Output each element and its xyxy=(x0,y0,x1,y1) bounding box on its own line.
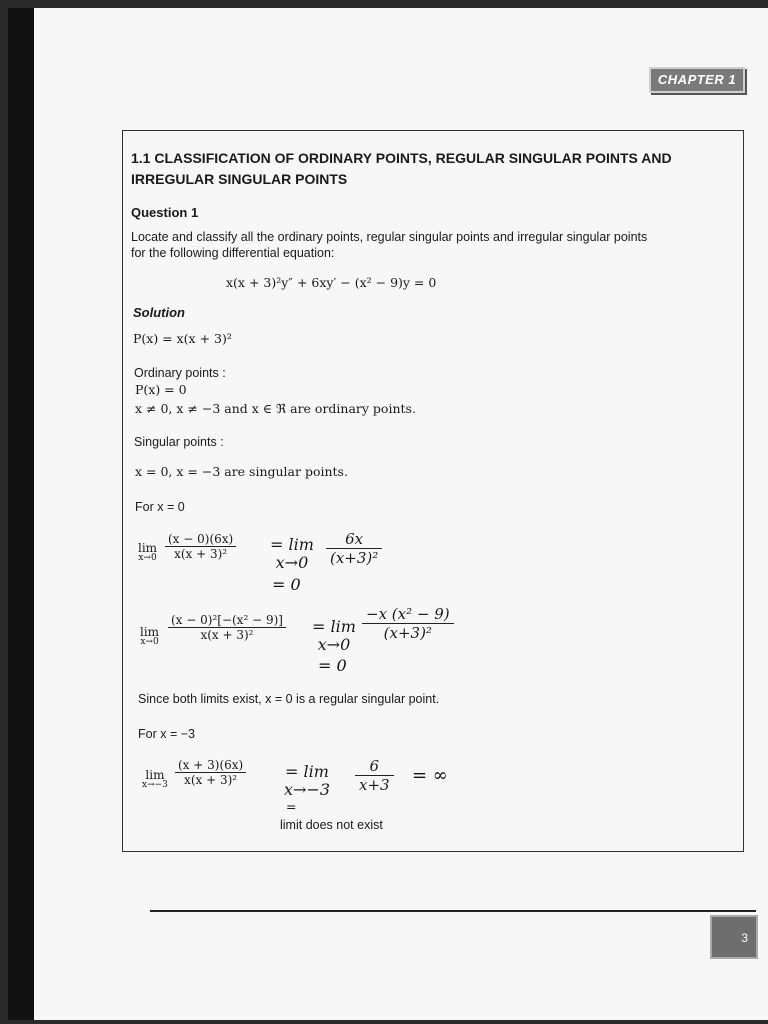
limit1-fraction xyxy=(165,532,236,561)
limit3-equals: = xyxy=(286,799,297,814)
limit1-hw-lim: = lim xyxy=(270,535,314,554)
limit3-result: = ∞ xyxy=(412,765,448,786)
differential-equation: x(x + 3)²y″ + 6xy′ − (x² − 9)y = 0 xyxy=(226,275,437,290)
limit1-lim: lim xyxy=(138,541,158,555)
limit2-lim: lim xyxy=(140,625,160,639)
limit2-hw-lim: = lim xyxy=(312,617,356,636)
limit2-hw-subscript: x→0 xyxy=(317,635,351,654)
section-title-line1: 1.1 CLASSIFICATION OF ORDINARY POINTS, REGULAR SINGULAR POINTS AND xyxy=(131,150,672,166)
limit3-numerator: (x + 3)(6x) xyxy=(175,758,246,773)
singular-points-heading: Singular points : xyxy=(134,435,224,449)
limit3-lim: lim xyxy=(145,768,165,782)
limit3-subscript: x→−3 xyxy=(142,780,168,790)
limit2-handwritten-operator xyxy=(312,618,356,654)
limit1-hw-numerator: 6x xyxy=(326,530,382,549)
limit2-denominator: x(x + 3)² xyxy=(200,628,254,642)
limit2-hw-denominator: (x+3)² xyxy=(383,624,432,642)
scan-edge-band xyxy=(8,8,34,1020)
footer-rule xyxy=(150,910,756,912)
question-text-line1: Locate and classify all the ordinary points, regular singular points and irregular singular points xyxy=(131,230,648,244)
limit2-result: = 0 xyxy=(318,656,347,675)
ordinary-points-equation: P(x) = 0 xyxy=(135,382,187,397)
case-x0-label: For x = 0 xyxy=(135,500,185,514)
limit1-subscript: x→0 xyxy=(138,553,157,563)
limit2-numerator: (x − 0)²[−(x² − 9)] xyxy=(168,613,286,628)
limit1-operator xyxy=(138,541,157,563)
limit2-hw-numerator: −x (x² − 9) xyxy=(362,605,454,624)
limit3-hw-lim: = lim xyxy=(285,762,329,781)
solution-label: Solution xyxy=(133,305,185,320)
limit2-operator xyxy=(140,625,159,647)
limit3-handwritten-operator xyxy=(284,763,330,799)
ordinary-points-condition: x ≠ 0, x ≠ −3 and x ∈ ℜ are ordinary points. xyxy=(135,401,416,416)
question-text-line2: for the following differential equation: xyxy=(131,246,335,260)
limit1-numerator: (x − 0)(6x) xyxy=(165,532,236,547)
limit1-hw-denominator: (x+3)² xyxy=(330,549,379,567)
limit3-conclusion: limit does not exist xyxy=(280,818,383,832)
limit3-hw-subscript: x→−3 xyxy=(284,780,331,799)
limit1-hw-subscript: x→0 xyxy=(275,553,309,572)
page-number-badge: 3 xyxy=(710,915,758,959)
limit1-denominator: x(x + 3)² xyxy=(174,547,228,561)
chapter-badge: CHAPTER 1 xyxy=(649,67,745,93)
case-xminus3-label: For x = −3 xyxy=(138,727,195,741)
limit1-handwritten-fraction xyxy=(326,530,382,567)
section-title-line2: IRREGULAR SINGULAR POINTS xyxy=(131,171,348,187)
limit1-handwritten-operator xyxy=(270,536,314,572)
case-x0-conclusion: Since both limits exist, x = 0 is a regular singular point. xyxy=(138,692,440,706)
limit3-hw-numerator: 6 xyxy=(355,757,394,776)
limit3-operator xyxy=(142,768,168,790)
limit1-result: = 0 xyxy=(272,575,301,594)
question-label: Question 1 xyxy=(131,205,199,220)
limit2-handwritten-fraction xyxy=(362,605,454,642)
limit2-subscript: x→0 xyxy=(140,637,159,647)
ordinary-points-heading: Ordinary points : xyxy=(134,366,226,380)
p-definition: P(x) = x(x + 3)² xyxy=(133,331,232,346)
limit3-fraction xyxy=(175,758,246,787)
limit3-denominator: x(x + 3)² xyxy=(184,773,238,787)
limit2-fraction xyxy=(168,613,286,642)
limit3-hw-denominator: x+3 xyxy=(359,776,390,794)
singular-points-equation: x = 0, x = −3 are singular points. xyxy=(135,464,348,479)
limit3-handwritten-fraction xyxy=(355,757,394,794)
